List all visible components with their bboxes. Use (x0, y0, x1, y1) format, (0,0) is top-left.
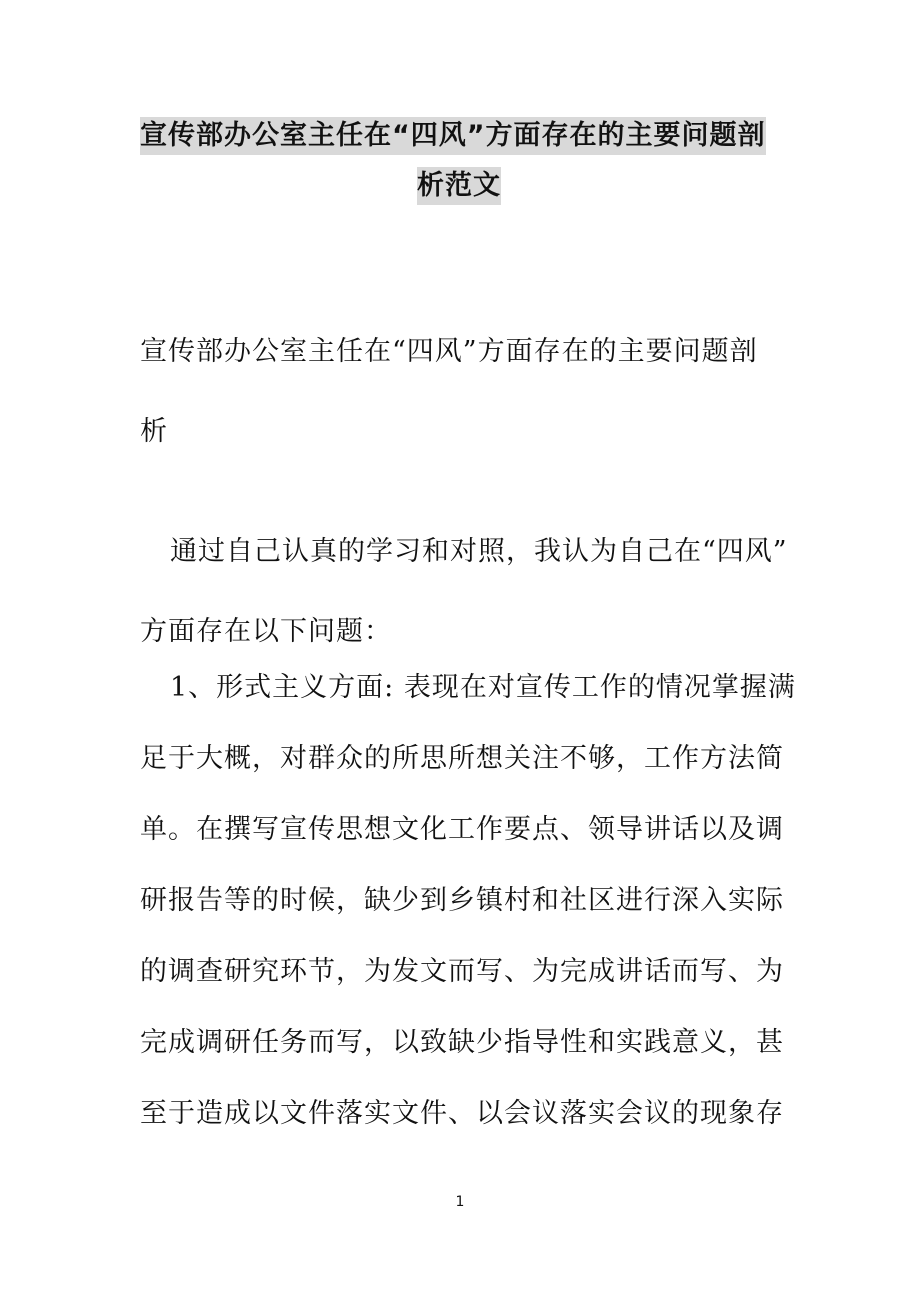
point-1-line-1: 1、形式主义方面: 表现在对宣传工作的情况掌握满 (170, 672, 796, 703)
point-1-line-4: 研报告等的时候，缺少到乡镇村和社区进行深入实际 (140, 885, 784, 916)
point-1-line-3: 单。在撰写宣传思想文化工作要点、领导讲话以及调 (140, 814, 784, 845)
point-1-line-7: 至于造成以文件落实文件、以会议落实会议的现象存 (140, 1098, 784, 1129)
page-number: 1 (455, 1194, 465, 1210)
point-1-line-2: 足于大概，对群众的所思所想关注不够，工作方法简 (140, 743, 784, 774)
point-1-line-5: 的调查研究环节，为发文而写、为完成讲话而写、为 (140, 956, 784, 987)
point-1-paragraph (140, 652, 796, 1149)
subtitle-line-2: 析 (140, 416, 168, 447)
intro-line-2: 方面存在以下问题： (140, 616, 392, 647)
document-title-line-1: 宣传部办公室主任在“四风”方面存在的主要问题剖 (140, 117, 766, 155)
point-1-line-6: 完成调研任务而写，以致缺少指导性和实践意义，甚 (140, 1027, 784, 1058)
subtitle-line-1: 宣传部办公室主任在“四风”方面存在的主要问题剖 (140, 336, 758, 367)
intro-line-1: 通过自己认真的学习和对照，我认为自己在“四风” (170, 536, 788, 567)
document-title-line-2: 析范文 (417, 167, 501, 205)
intro-paragraph (140, 512, 790, 672)
subtitle-paragraph (140, 312, 790, 472)
